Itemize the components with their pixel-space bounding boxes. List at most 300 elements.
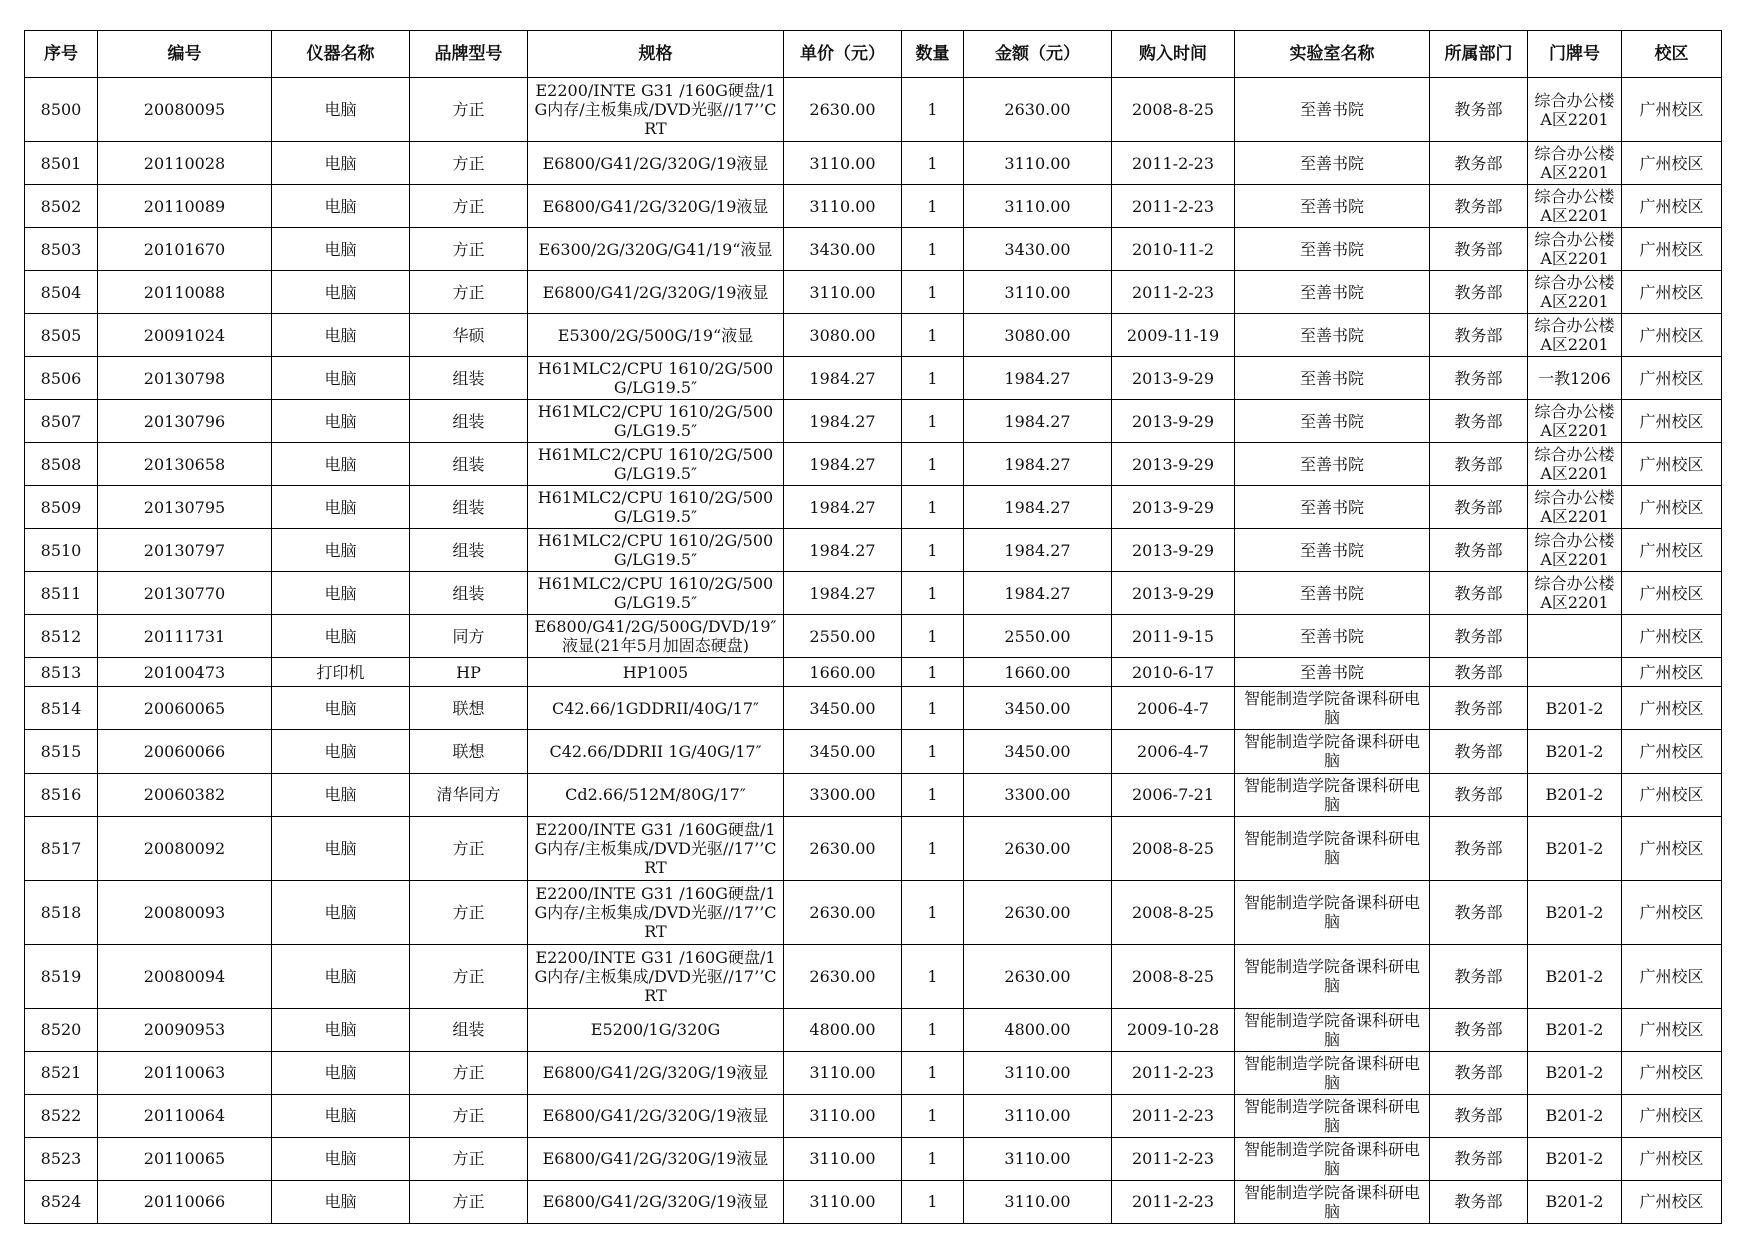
brand-model-cell — [410, 1008, 528, 1051]
cell-text: 2006-4-7 — [1137, 741, 1209, 761]
code-cell — [98, 142, 272, 185]
campus-cell — [1622, 773, 1722, 816]
cell-text: 电脑 — [324, 540, 357, 560]
table-row — [25, 816, 1722, 880]
cell-text: 1984.27 — [1004, 454, 1071, 474]
unit-price-cell — [784, 1180, 902, 1223]
cell-text: 教务部 — [1454, 626, 1503, 646]
amount-cell — [964, 228, 1112, 271]
brand-model-cell — [410, 314, 528, 357]
purchase-date-cell — [1112, 228, 1235, 271]
room-number-cell — [1528, 816, 1622, 880]
cell-text: 3110.00 — [809, 1192, 876, 1212]
brand-model-cell — [410, 816, 528, 880]
department-cell — [1430, 1051, 1528, 1094]
index-cell — [25, 142, 98, 185]
cell-text: 20100473 — [143, 662, 226, 682]
cell-text: 智能制造学院备课科研电脑 — [1243, 829, 1420, 868]
cell-text: E6800/G41/2G/320G/19液显 — [542, 1106, 769, 1126]
index-cell — [25, 443, 98, 486]
cell-text: E6800/G41/2G/320G/19液显 — [542, 282, 769, 302]
code-cell — [98, 486, 272, 529]
brand-model-cell — [410, 1137, 528, 1180]
cell-text: 1 — [927, 626, 938, 646]
cell-text: E5200/1G/320G — [590, 1020, 721, 1040]
cell-text: 至善书院 — [1299, 100, 1364, 120]
cell-text: 2006-4-7 — [1137, 698, 1209, 718]
cell-text: 至善书院 — [1299, 196, 1364, 216]
table-row — [25, 1180, 1722, 1223]
lab-name-cell — [1235, 486, 1430, 529]
cell-text: 2013-9-29 — [1131, 368, 1215, 388]
index-cell — [25, 1008, 98, 1051]
cell-text: 3110.00 — [1004, 282, 1071, 302]
cell-text: 广州校区 — [1639, 626, 1704, 646]
amount-cell — [964, 944, 1112, 1008]
unit-price-cell — [784, 486, 902, 529]
cell-text: 至善书院 — [1299, 583, 1364, 603]
cell-text: 1 — [927, 838, 938, 858]
cell-text: 广州校区 — [1639, 239, 1704, 259]
brand-model-cell — [410, 1051, 528, 1094]
instrument-name-cell — [272, 271, 410, 314]
department-cell — [1430, 1137, 1528, 1180]
cell-text: 至善书院 — [1299, 325, 1364, 345]
spec-cell — [528, 1008, 784, 1051]
code-cell — [98, 357, 272, 400]
spec-cell — [528, 529, 784, 572]
quantity-cell — [902, 1094, 964, 1137]
room-number-cell — [1528, 314, 1622, 357]
cell-text: C42.66/1GDDRII/40G/17″ — [552, 698, 759, 718]
quantity-cell — [902, 78, 964, 142]
cell-text: 20090953 — [143, 1020, 226, 1040]
index-cell — [25, 357, 98, 400]
instrument-name-cell — [272, 944, 410, 1008]
cell-text: 2013-9-29 — [1131, 583, 1215, 603]
cell-text: 广州校区 — [1639, 902, 1704, 922]
code-cell — [98, 1137, 272, 1180]
brand-model-cell — [410, 1094, 528, 1137]
amount-cell — [964, 1051, 1112, 1094]
cell-text: 1 — [927, 411, 938, 431]
cell-text: 2630.00 — [1004, 902, 1071, 922]
cell-text: 3110.00 — [1004, 1063, 1071, 1083]
index-cell — [25, 687, 98, 730]
quantity-cell — [902, 773, 964, 816]
cell-text: 教务部 — [1454, 540, 1503, 560]
cell-text: 3110.00 — [809, 282, 876, 302]
cell-text: 20110064 — [143, 1106, 226, 1126]
cell-text: 2630.00 — [1004, 100, 1071, 120]
department-cell — [1430, 880, 1528, 944]
cell-text: 电脑 — [324, 838, 357, 858]
code-cell — [98, 228, 272, 271]
cell-text: 2550.00 — [1004, 626, 1071, 646]
amount-cell — [964, 572, 1112, 615]
cell-text: 8522 — [40, 1106, 82, 1126]
col-header-instrument-name: 仪器名称 — [272, 31, 410, 78]
unit-price-cell — [784, 78, 902, 142]
spec-cell — [528, 773, 784, 816]
col-header-campus: 校区 — [1622, 31, 1722, 78]
quantity-cell — [902, 816, 964, 880]
cell-text: 3110.00 — [1004, 153, 1071, 173]
campus-cell — [1622, 658, 1722, 687]
cell-text: 2013-9-29 — [1131, 497, 1215, 517]
quantity-cell — [902, 400, 964, 443]
cell-text: 至善书院 — [1299, 497, 1364, 517]
quantity-cell — [902, 228, 964, 271]
cell-text: 20110088 — [143, 282, 226, 302]
cell-text: 1 — [927, 1192, 938, 1212]
cell-text: B201-2 — [1545, 838, 1604, 858]
brand-model-cell — [410, 357, 528, 400]
amount-cell — [964, 658, 1112, 687]
room-number-cell — [1528, 880, 1622, 944]
code-cell — [98, 443, 272, 486]
spec-cell — [528, 185, 784, 228]
table-row — [25, 443, 1722, 486]
quantity-cell — [902, 572, 964, 615]
campus-cell — [1622, 357, 1722, 400]
col-header-lab-name: 实验室名称 — [1235, 31, 1430, 78]
instrument-name-cell — [272, 357, 410, 400]
cell-text: 智能制造学院备课科研电脑 — [1243, 1096, 1420, 1135]
cell-text: 教务部 — [1454, 1149, 1503, 1169]
cell-text: 3450.00 — [809, 741, 876, 761]
lab-name-cell — [1235, 314, 1430, 357]
code-cell — [98, 816, 272, 880]
cell-text: 广州校区 — [1639, 1020, 1704, 1040]
cell-text: 组装 — [452, 583, 485, 603]
cell-text: 广州校区 — [1639, 282, 1704, 302]
amount-cell — [964, 400, 1112, 443]
campus-cell — [1622, 730, 1722, 773]
campus-cell — [1622, 572, 1722, 615]
spec-cell — [528, 357, 784, 400]
campus-cell — [1622, 944, 1722, 1008]
cell-text: 20101670 — [143, 239, 226, 259]
cell-text: 1 — [927, 698, 938, 718]
department-cell — [1430, 816, 1528, 880]
department-cell — [1430, 1008, 1528, 1051]
purchase-date-cell — [1112, 615, 1235, 658]
cell-text: 至善书院 — [1299, 239, 1364, 259]
cell-text: 2013-9-29 — [1131, 411, 1215, 431]
cell-text: 智能制造学院备课科研电脑 — [1243, 1010, 1420, 1049]
cell-text: E6800/G41/2G/320G/19液显 — [542, 1063, 769, 1083]
campus-cell — [1622, 529, 1722, 572]
room-number-cell — [1528, 1008, 1622, 1051]
cell-text: 电脑 — [324, 626, 357, 646]
quantity-cell — [902, 944, 964, 1008]
amount-cell — [964, 773, 1112, 816]
cell-text: 1 — [927, 1020, 938, 1040]
department-cell — [1430, 78, 1528, 142]
spec-cell — [528, 1180, 784, 1223]
cell-text: 综合办公楼A区2201 — [1534, 230, 1615, 269]
index-cell — [25, 615, 98, 658]
cell-text: 20080093 — [143, 902, 226, 922]
lab-name-cell — [1235, 1008, 1430, 1051]
cell-text: 至善书院 — [1299, 411, 1364, 431]
col-header-code: 编号 — [98, 31, 272, 78]
quantity-cell — [902, 529, 964, 572]
index-cell — [25, 816, 98, 880]
quantity-cell — [902, 271, 964, 314]
cell-text: 电脑 — [324, 196, 357, 216]
room-number-cell — [1528, 944, 1622, 1008]
brand-model-cell — [410, 400, 528, 443]
header-row — [25, 31, 1722, 78]
unit-price-cell — [784, 271, 902, 314]
cell-text: 方正 — [452, 1149, 485, 1169]
cell-text: 综合办公楼A区2201 — [1534, 316, 1615, 355]
department-cell — [1430, 944, 1528, 1008]
cell-text: 1 — [927, 540, 938, 560]
cell-text: 广州校区 — [1639, 1063, 1704, 1083]
cell-text: 电脑 — [324, 698, 357, 718]
cell-text: H61MLC2/CPU 1610/2G/500G/LG19.5″ — [537, 359, 774, 398]
cell-text: 广州校区 — [1639, 454, 1704, 474]
brand-model-cell — [410, 228, 528, 271]
cell-text: 教务部 — [1454, 785, 1503, 805]
brand-model-cell — [410, 78, 528, 142]
cell-text: 至善书院 — [1299, 662, 1364, 682]
cell-text: E6800/G41/2G/320G/19液显 — [542, 153, 769, 173]
cell-text: 3110.00 — [1004, 1192, 1071, 1212]
amount-cell — [964, 314, 1112, 357]
cell-text: 8520 — [40, 1020, 82, 1040]
index-cell — [25, 185, 98, 228]
amount-cell — [964, 443, 1112, 486]
amount-cell — [964, 615, 1112, 658]
lab-name-cell — [1235, 572, 1430, 615]
table-row — [25, 185, 1722, 228]
table-row — [25, 1051, 1722, 1094]
cell-text: 电脑 — [324, 497, 357, 517]
campus-cell — [1622, 880, 1722, 944]
index-cell — [25, 730, 98, 773]
table-row — [25, 1008, 1722, 1051]
cell-text: 3080.00 — [1004, 325, 1071, 345]
cell-text: 组装 — [452, 411, 485, 431]
unit-price-cell — [784, 658, 902, 687]
cell-text: 综合办公楼A区2201 — [1534, 402, 1615, 441]
cell-text: 广州校区 — [1639, 1106, 1704, 1126]
quantity-cell — [902, 730, 964, 773]
cell-text: 2550.00 — [809, 626, 876, 646]
cell-text: 广州校区 — [1639, 540, 1704, 560]
cell-text: C42.66/DDRII 1G/40G/17″ — [549, 741, 762, 761]
cell-text: 3080.00 — [809, 325, 876, 345]
table-body — [25, 78, 1722, 1224]
cell-text: 广州校区 — [1639, 100, 1704, 120]
cell-text: E2200/INTE G31 /160G硬盘/1G内存/主板集成/DVD光驱//17’’CRT — [534, 947, 777, 1005]
cell-text: 综合办公楼A区2201 — [1534, 273, 1615, 312]
purchase-date-cell — [1112, 142, 1235, 185]
cell-text: 方正 — [452, 902, 485, 922]
cell-text: 电脑 — [324, 902, 357, 922]
cell-text: 电脑 — [324, 1106, 357, 1126]
table-row — [25, 880, 1722, 944]
instrument-name-cell — [272, 1008, 410, 1051]
brand-model-cell — [410, 271, 528, 314]
cell-text: 2630.00 — [809, 100, 876, 120]
campus-cell — [1622, 615, 1722, 658]
code-cell — [98, 314, 272, 357]
cell-text: B201-2 — [1545, 785, 1604, 805]
instrument-name-cell — [272, 443, 410, 486]
department-cell — [1430, 486, 1528, 529]
cell-text: H61MLC2/CPU 1610/2G/500G/LG19.5″ — [537, 488, 774, 527]
campus-cell — [1622, 314, 1722, 357]
unit-price-cell — [784, 314, 902, 357]
brand-model-cell — [410, 773, 528, 816]
index-cell — [25, 1180, 98, 1223]
department-cell — [1430, 228, 1528, 271]
cell-text: 方正 — [452, 153, 485, 173]
cell-text: 8508 — [40, 454, 82, 474]
cell-text: 智能制造学院备课科研电脑 — [1243, 1139, 1420, 1178]
col-header-spec: 规格 — [528, 31, 784, 78]
cell-text: 1 — [927, 196, 938, 216]
cell-text: 至善书院 — [1299, 282, 1364, 302]
cell-text: 1 — [927, 1149, 938, 1169]
quantity-cell — [902, 1137, 964, 1180]
room-number-cell — [1528, 185, 1622, 228]
cell-text: 电脑 — [324, 411, 357, 431]
instrument-name-cell — [272, 1094, 410, 1137]
cell-text: 1 — [927, 239, 938, 259]
cell-text: 方正 — [452, 966, 485, 986]
cell-text: 8509 — [40, 497, 82, 517]
cell-text: 20110066 — [143, 1192, 226, 1212]
col-header-quantity: 数量 — [902, 31, 964, 78]
quantity-cell — [902, 486, 964, 529]
cell-text: 3110.00 — [1004, 196, 1071, 216]
unit-price-cell — [784, 1137, 902, 1180]
campus-cell — [1622, 687, 1722, 730]
cell-text: 广州校区 — [1639, 966, 1704, 986]
unit-price-cell — [784, 773, 902, 816]
cell-text: HP — [456, 662, 481, 682]
room-number-cell — [1528, 486, 1622, 529]
code-cell — [98, 572, 272, 615]
brand-model-cell — [410, 529, 528, 572]
cell-text: 广州校区 — [1639, 411, 1704, 431]
index-cell — [25, 486, 98, 529]
cell-text: 20130658 — [143, 454, 226, 474]
cell-text: 方正 — [452, 239, 485, 259]
table-row — [25, 314, 1722, 357]
room-number-cell — [1528, 1180, 1622, 1223]
table-row — [25, 142, 1722, 185]
cell-text: E2200/INTE G31 /160G硬盘/1G内存/主板集成/DVD光驱//17’’CRT — [534, 819, 777, 877]
cell-text: 广州校区 — [1639, 196, 1704, 216]
cell-text: 教务部 — [1454, 838, 1503, 858]
room-number-cell — [1528, 730, 1622, 773]
cell-text: H61MLC2/CPU 1610/2G/500G/LG19.5″ — [537, 574, 774, 613]
instrument-name-cell — [272, 730, 410, 773]
table-row — [25, 730, 1722, 773]
spec-cell — [528, 572, 784, 615]
cell-text: 华硕 — [452, 325, 485, 345]
brand-model-cell — [410, 185, 528, 228]
index-cell — [25, 880, 98, 944]
campus-cell — [1622, 228, 1722, 271]
cell-text: 3450.00 — [1004, 741, 1071, 761]
table-row — [25, 228, 1722, 271]
brand-model-cell — [410, 944, 528, 1008]
index-cell — [25, 529, 98, 572]
department-cell — [1430, 773, 1528, 816]
purchase-date-cell — [1112, 314, 1235, 357]
instrument-name-cell — [272, 658, 410, 687]
cell-text: 8512 — [40, 626, 82, 646]
cell-text: 至善书院 — [1299, 540, 1364, 560]
amount-cell — [964, 78, 1112, 142]
cell-text: 方正 — [452, 838, 485, 858]
instrument-name-cell — [272, 78, 410, 142]
cell-text: 4800.00 — [1004, 1020, 1071, 1040]
cell-text: 电脑 — [324, 153, 357, 173]
cell-text: 综合办公楼A区2201 — [1534, 187, 1615, 226]
cell-text: 8516 — [40, 785, 82, 805]
cell-text: Cd2.66/512M/80G/17″ — [565, 785, 746, 805]
instrument-name-cell — [272, 572, 410, 615]
col-header-index: 序号 — [25, 31, 98, 78]
cell-text: 教务部 — [1454, 196, 1503, 216]
cell-text: 20130798 — [143, 368, 226, 388]
lab-name-cell — [1235, 687, 1430, 730]
lab-name-cell — [1235, 615, 1430, 658]
cell-text: 2011-2-23 — [1131, 282, 1215, 302]
instrument-name-cell — [272, 687, 410, 730]
index-cell — [25, 78, 98, 142]
cell-text: 2011-2-23 — [1131, 1063, 1215, 1083]
cell-text: 20080092 — [143, 838, 226, 858]
cell-text: 8504 — [40, 282, 82, 302]
col-header-amount: 金额（元） — [964, 31, 1112, 78]
cell-text: 一教1206 — [1538, 368, 1611, 388]
unit-price-cell — [784, 944, 902, 1008]
purchase-date-cell — [1112, 944, 1235, 1008]
quantity-cell — [902, 314, 964, 357]
lab-name-cell — [1235, 400, 1430, 443]
cell-text: 1984.27 — [809, 368, 876, 388]
cell-text: 1 — [927, 1063, 938, 1083]
cell-text: 智能制造学院备课科研电脑 — [1243, 893, 1420, 932]
department-cell — [1430, 615, 1528, 658]
spec-cell — [528, 687, 784, 730]
cell-text: E5300/2G/500G/19“液显 — [557, 325, 754, 345]
cell-text: 广州校区 — [1639, 838, 1704, 858]
lab-name-cell — [1235, 228, 1430, 271]
cell-text: 广州校区 — [1639, 583, 1704, 603]
brand-model-cell — [410, 615, 528, 658]
index-cell — [25, 572, 98, 615]
cell-text: 电脑 — [324, 1149, 357, 1169]
code-cell — [98, 1180, 272, 1223]
table-row — [25, 944, 1722, 1008]
amount-cell — [964, 730, 1112, 773]
cell-text: 教务部 — [1454, 368, 1503, 388]
cell-text: 3110.00 — [1004, 1149, 1071, 1169]
cell-text: 1984.27 — [1004, 540, 1071, 560]
instrument-name-cell — [272, 1137, 410, 1180]
